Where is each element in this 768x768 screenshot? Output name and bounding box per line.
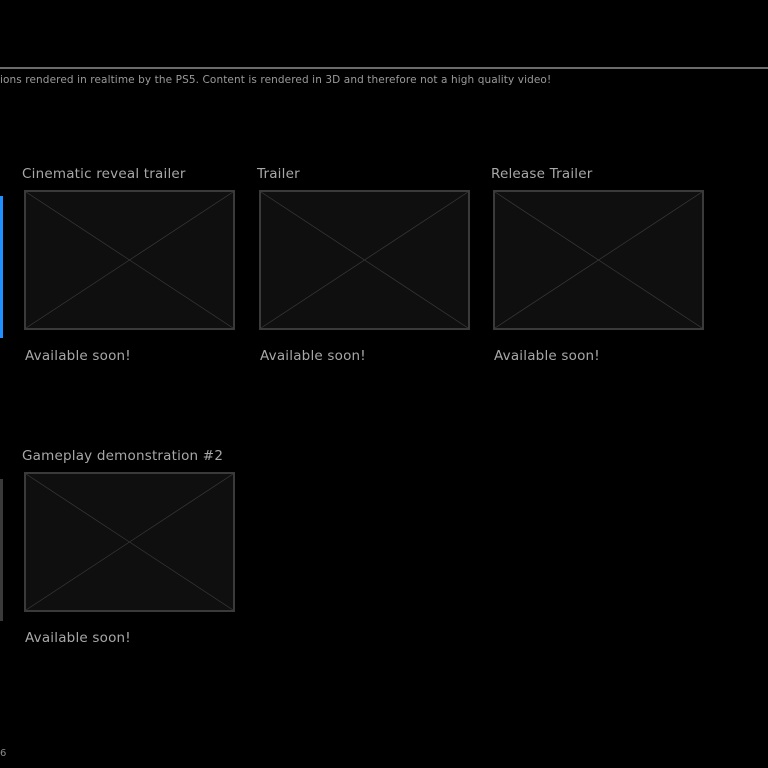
focus-indicator [0, 196, 3, 338]
video-title: Trailer [257, 166, 300, 182]
video-thumbnail-placeholder[interactable] [259, 190, 470, 330]
video-thumbnail-placeholder[interactable] [24, 472, 235, 612]
video-thumbnail-placeholder[interactable] [24, 190, 235, 330]
video-thumbnail-placeholder[interactable] [493, 190, 704, 330]
placeholder-image-icon [26, 474, 233, 610]
disclaimer-text: ions rendered in realtime by the PS5. Content is rendered in 3D and therefore not a high quality video! [0, 74, 552, 86]
header-divider [0, 67, 768, 69]
availability-status: Available soon! [25, 348, 131, 364]
availability-status: Available soon! [25, 630, 131, 646]
placeholder-image-icon [261, 192, 468, 328]
availability-status: Available soon! [494, 348, 600, 364]
footer-fragment: 6 [0, 748, 7, 759]
video-title: Cinematic reveal trailer [22, 166, 186, 182]
video-title: Gameplay demonstration #2 [22, 448, 224, 464]
partial-card-edge [0, 479, 3, 621]
video-title: Release Trailer [491, 166, 593, 182]
placeholder-image-icon [26, 192, 233, 328]
availability-status: Available soon! [260, 348, 366, 364]
placeholder-image-icon [495, 192, 702, 328]
